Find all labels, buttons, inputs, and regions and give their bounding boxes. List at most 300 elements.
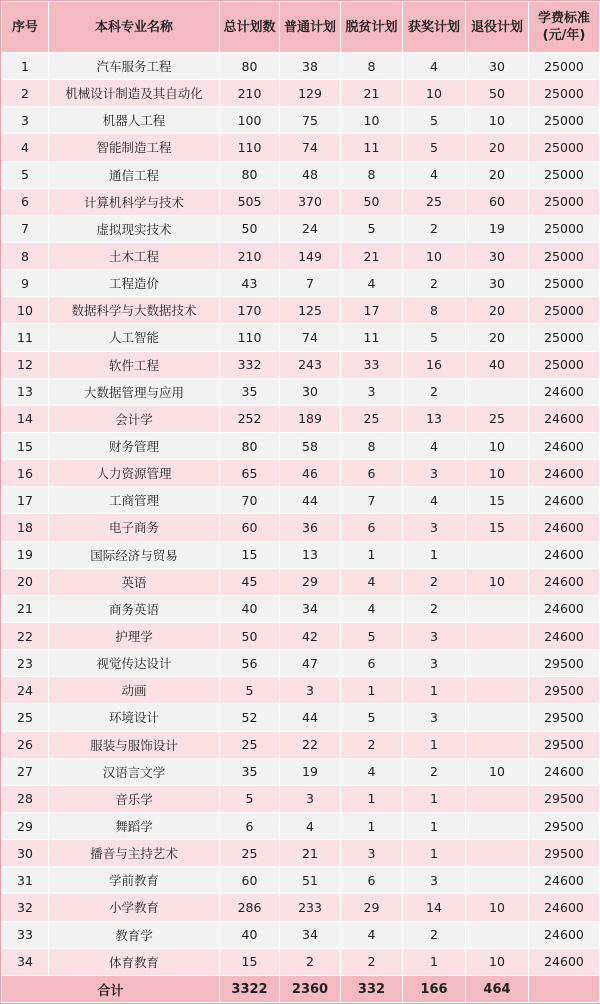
cell-index: 27 <box>2 758 49 785</box>
table-row <box>2 53 600 80</box>
cell-veteran-plan <box>466 840 529 867</box>
cell-index: 2 <box>2 80 49 107</box>
cell-award-plan: 14 <box>403 894 466 921</box>
cell-total-plan: 5 <box>220 677 280 704</box>
cell-award-plan: 5 <box>403 134 466 161</box>
cell-poverty-plan: 7 <box>341 487 403 514</box>
cell-regular-plan: 44 <box>280 487 341 514</box>
cell-regular-plan: 7 <box>280 270 341 297</box>
cell-award-plan: 3 <box>403 650 466 677</box>
total-row <box>2 976 600 1003</box>
cell-poverty-plan: 5 <box>341 215 403 242</box>
cell-major-name: 数据科学与大数据技术 <box>49 297 220 324</box>
cell-regular-plan: 370 <box>280 188 341 215</box>
table-row <box>2 595 600 622</box>
regular-plan-sum: 2360 <box>280 976 341 1003</box>
cell-veteran-plan: 15 <box>466 514 529 541</box>
cell-total-plan: 210 <box>220 242 280 269</box>
table-row <box>2 242 600 269</box>
cell-award-plan: 8 <box>403 297 466 324</box>
cell-award-plan: 1 <box>403 785 466 812</box>
cell-veteran-plan: 30 <box>466 242 529 269</box>
cell-poverty-plan: 21 <box>341 242 403 269</box>
cell-total-plan: 35 <box>220 758 280 785</box>
cell-major-name: 人工智能 <box>49 324 220 351</box>
cell-tuition: 25000 <box>529 215 600 242</box>
cell-regular-plan: 42 <box>280 622 341 649</box>
cell-award-plan: 4 <box>403 53 466 80</box>
cell-major-name: 商务英语 <box>49 595 220 622</box>
cell-total-plan: 25 <box>220 731 280 758</box>
cell-tuition: 25000 <box>529 297 600 324</box>
cell-award-plan: 25 <box>403 188 466 215</box>
cell-poverty-plan: 17 <box>341 297 403 324</box>
cell-poverty-plan: 4 <box>341 568 403 595</box>
cell-veteran-plan <box>466 921 529 948</box>
cell-veteran-plan: 20 <box>466 161 529 188</box>
cell-regular-plan: 19 <box>280 758 341 785</box>
cell-tuition: 24600 <box>529 514 600 541</box>
cell-poverty-plan: 4 <box>341 270 403 297</box>
cell-poverty-plan: 4 <box>341 758 403 785</box>
header-poverty-plan: 脱贫计划 <box>341 2 403 53</box>
cell-total-plan: 80 <box>220 432 280 459</box>
cell-major-name: 大数据管理与应用 <box>49 378 220 405</box>
cell-index: 33 <box>2 921 49 948</box>
cell-index: 29 <box>2 812 49 839</box>
cell-major-name: 播音与主持艺术 <box>49 840 220 867</box>
cell-total-plan: 80 <box>220 53 280 80</box>
cell-award-plan: 1 <box>403 812 466 839</box>
header-total-plan: 总计划数 <box>220 2 280 53</box>
cell-index: 24 <box>2 677 49 704</box>
cell-total-plan: 252 <box>220 405 280 432</box>
cell-index: 34 <box>2 948 49 975</box>
cell-major-name: 机器人工程 <box>49 107 220 134</box>
table-row <box>2 894 600 921</box>
cell-index: 32 <box>2 894 49 921</box>
cell-total-plan: 210 <box>220 80 280 107</box>
header-tuition-line2: (元/年) <box>542 28 586 43</box>
cell-total-plan: 52 <box>220 704 280 731</box>
table-row <box>2 188 600 215</box>
cell-major-name: 智能制造工程 <box>49 134 220 161</box>
cell-poverty-plan: 3 <box>341 378 403 405</box>
cell-major-name: 音乐学 <box>49 785 220 812</box>
cell-veteran-plan <box>466 867 529 894</box>
cell-total-plan: 5 <box>220 785 280 812</box>
cell-regular-plan: 149 <box>280 242 341 269</box>
cell-index: 26 <box>2 731 49 758</box>
cell-major-name: 服装与服饰设计 <box>49 731 220 758</box>
cell-total-plan: 40 <box>220 595 280 622</box>
cell-award-plan: 1 <box>403 840 466 867</box>
cell-tuition: 25000 <box>529 351 600 378</box>
cell-index: 16 <box>2 460 49 487</box>
cell-veteran-plan: 10 <box>466 948 529 975</box>
cell-total-plan: 65 <box>220 460 280 487</box>
cell-poverty-plan: 1 <box>341 785 403 812</box>
cell-regular-plan: 44 <box>280 704 341 731</box>
cell-major-name: 会计学 <box>49 405 220 432</box>
cell-poverty-plan: 50 <box>341 188 403 215</box>
enrollment-plan-table <box>1 1 600 1003</box>
cell-major-name: 小学教育 <box>49 894 220 921</box>
cell-total-plan: 170 <box>220 297 280 324</box>
cell-award-plan: 5 <box>403 324 466 351</box>
table-row <box>2 297 600 324</box>
cell-tuition: 25000 <box>529 270 600 297</box>
cell-index: 25 <box>2 704 49 731</box>
cell-regular-plan: 34 <box>280 595 341 622</box>
cell-index: 5 <box>2 161 49 188</box>
cell-major-name: 动画 <box>49 677 220 704</box>
total-plan-sum: 3322 <box>220 976 280 1003</box>
cell-poverty-plan: 10 <box>341 107 403 134</box>
cell-veteran-plan <box>466 704 529 731</box>
cell-tuition: 24600 <box>529 405 600 432</box>
header-veteran-plan: 退役计划 <box>466 2 529 53</box>
cell-poverty-plan: 1 <box>341 677 403 704</box>
cell-index: 10 <box>2 297 49 324</box>
cell-poverty-plan: 8 <box>341 53 403 80</box>
table-row <box>2 812 600 839</box>
cell-veteran-plan: 20 <box>466 134 529 161</box>
cell-total-plan: 40 <box>220 921 280 948</box>
cell-regular-plan: 29 <box>280 568 341 595</box>
cell-major-name: 工程造价 <box>49 270 220 297</box>
cell-tuition: 25000 <box>529 242 600 269</box>
cell-award-plan: 1 <box>403 731 466 758</box>
cell-tuition: 29500 <box>529 704 600 731</box>
cell-major-name: 软件工程 <box>49 351 220 378</box>
cell-tuition: 29500 <box>529 840 600 867</box>
cell-regular-plan: 243 <box>280 351 341 378</box>
cell-index: 9 <box>2 270 49 297</box>
cell-veteran-plan <box>466 650 529 677</box>
cell-tuition: 24600 <box>529 541 600 568</box>
cell-regular-plan: 74 <box>280 324 341 351</box>
cell-award-plan: 2 <box>403 568 466 595</box>
table-row <box>2 161 600 188</box>
cell-major-name: 虚拟现实技术 <box>49 215 220 242</box>
table-row <box>2 270 600 297</box>
cell-index: 30 <box>2 840 49 867</box>
cell-major-name: 机械设计制造及其自动化 <box>49 80 220 107</box>
award-plan-sum: 166 <box>403 976 466 1003</box>
cell-tuition: 29500 <box>529 677 600 704</box>
cell-tuition: 29500 <box>529 650 600 677</box>
cell-index: 21 <box>2 595 49 622</box>
cell-poverty-plan: 29 <box>341 894 403 921</box>
cell-index: 31 <box>2 867 49 894</box>
cell-poverty-plan: 33 <box>341 351 403 378</box>
cell-total-plan: 332 <box>220 351 280 378</box>
table-row <box>2 677 600 704</box>
cell-poverty-plan: 1 <box>341 812 403 839</box>
cell-regular-plan: 34 <box>280 921 341 948</box>
cell-award-plan: 2 <box>403 378 466 405</box>
cell-major-name: 视觉传达设计 <box>49 650 220 677</box>
header-tuition <box>529 2 600 53</box>
cell-award-plan: 4 <box>403 161 466 188</box>
cell-total-plan: 25 <box>220 840 280 867</box>
cell-tuition: 24600 <box>529 432 600 459</box>
cell-award-plan: 3 <box>403 867 466 894</box>
cell-award-plan: 3 <box>403 704 466 731</box>
cell-major-name: 国际经济与贸易 <box>49 541 220 568</box>
cell-veteran-plan <box>466 622 529 649</box>
cell-major-name: 电子商务 <box>49 514 220 541</box>
cell-tuition: 24600 <box>529 921 600 948</box>
cell-regular-plan: 47 <box>280 650 341 677</box>
cell-regular-plan: 36 <box>280 514 341 541</box>
cell-regular-plan: 125 <box>280 297 341 324</box>
cell-index: 12 <box>2 351 49 378</box>
header-row <box>2 2 600 53</box>
table-row <box>2 758 600 785</box>
table-row <box>2 460 600 487</box>
cell-veteran-plan <box>466 785 529 812</box>
cell-total-plan: 70 <box>220 487 280 514</box>
cell-award-plan: 2 <box>403 270 466 297</box>
table-row <box>2 867 600 894</box>
cell-regular-plan: 75 <box>280 107 341 134</box>
cell-poverty-plan: 6 <box>341 650 403 677</box>
table-row <box>2 107 600 134</box>
total-label: 合计 <box>2 976 220 1003</box>
cell-award-plan: 16 <box>403 351 466 378</box>
cell-award-plan: 2 <box>403 595 466 622</box>
cell-tuition: 24600 <box>529 622 600 649</box>
cell-award-plan: 5 <box>403 107 466 134</box>
cell-total-plan: 6 <box>220 812 280 839</box>
cell-poverty-plan: 8 <box>341 432 403 459</box>
cell-regular-plan: 129 <box>280 80 341 107</box>
table-row <box>2 948 600 975</box>
cell-total-plan: 100 <box>220 107 280 134</box>
cell-poverty-plan: 2 <box>341 948 403 975</box>
cell-regular-plan: 3 <box>280 677 341 704</box>
table-row <box>2 432 600 459</box>
cell-index: 22 <box>2 622 49 649</box>
cell-award-plan: 4 <box>403 487 466 514</box>
cell-award-plan: 1 <box>403 948 466 975</box>
cell-index: 1 <box>2 53 49 80</box>
table-row <box>2 731 600 758</box>
cell-award-plan: 4 <box>403 432 466 459</box>
cell-total-plan: 45 <box>220 568 280 595</box>
cell-total-plan: 50 <box>220 215 280 242</box>
cell-total-plan: 35 <box>220 378 280 405</box>
cell-total-plan: 15 <box>220 541 280 568</box>
cell-total-plan: 110 <box>220 324 280 351</box>
header-index: 序号 <box>2 2 49 53</box>
cell-major-name: 土木工程 <box>49 242 220 269</box>
cell-tuition: 25000 <box>529 188 600 215</box>
cell-index: 11 <box>2 324 49 351</box>
cell-index: 15 <box>2 432 49 459</box>
cell-index: 13 <box>2 378 49 405</box>
cell-regular-plan: 3 <box>280 785 341 812</box>
cell-veteran-plan: 19 <box>466 215 529 242</box>
poverty-plan-sum: 332 <box>341 976 403 1003</box>
cell-tuition: 24600 <box>529 948 600 975</box>
cell-regular-plan: 4 <box>280 812 341 839</box>
cell-poverty-plan: 1 <box>341 541 403 568</box>
cell-award-plan: 13 <box>403 405 466 432</box>
cell-regular-plan: 233 <box>280 894 341 921</box>
cell-poverty-plan: 6 <box>341 514 403 541</box>
cell-major-name: 教育学 <box>49 921 220 948</box>
cell-award-plan: 1 <box>403 677 466 704</box>
cell-veteran-plan <box>466 541 529 568</box>
cell-major-name: 计算机科学与技术 <box>49 188 220 215</box>
cell-veteran-plan: 40 <box>466 351 529 378</box>
cell-regular-plan: 46 <box>280 460 341 487</box>
veteran-plan-sum: 464 <box>466 976 529 1003</box>
cell-index: 14 <box>2 405 49 432</box>
cell-index: 20 <box>2 568 49 595</box>
cell-major-name: 环境设计 <box>49 704 220 731</box>
table-row <box>2 704 600 731</box>
cell-award-plan: 10 <box>403 242 466 269</box>
cell-poverty-plan: 2 <box>341 731 403 758</box>
cell-poverty-plan: 11 <box>341 324 403 351</box>
cell-tuition: 25000 <box>529 80 600 107</box>
cell-veteran-plan: 20 <box>466 324 529 351</box>
cell-poverty-plan: 25 <box>341 405 403 432</box>
cell-tuition: 24600 <box>529 487 600 514</box>
header-regular-plan: 普通计划 <box>280 2 341 53</box>
cell-tuition: 25000 <box>529 134 600 161</box>
cell-total-plan: 50 <box>220 622 280 649</box>
cell-poverty-plan: 6 <box>341 460 403 487</box>
cell-major-name: 汽车服务工程 <box>49 53 220 80</box>
table-row <box>2 80 600 107</box>
cell-poverty-plan: 4 <box>341 921 403 948</box>
header-major-name: 本科专业名称 <box>49 2 220 53</box>
cell-poverty-plan: 21 <box>341 80 403 107</box>
cell-regular-plan: 51 <box>280 867 341 894</box>
cell-award-plan: 1 <box>403 541 466 568</box>
cell-major-name: 财务管理 <box>49 432 220 459</box>
cell-tuition: 24600 <box>529 758 600 785</box>
tuition-sum <box>529 976 600 1003</box>
cell-tuition: 25000 <box>529 53 600 80</box>
cell-veteran-plan <box>466 812 529 839</box>
table-row <box>2 215 600 242</box>
table-row <box>2 785 600 812</box>
cell-total-plan: 56 <box>220 650 280 677</box>
cell-award-plan: 2 <box>403 758 466 785</box>
cell-veteran-plan: 10 <box>466 758 529 785</box>
cell-total-plan: 60 <box>220 867 280 894</box>
cell-regular-plan: 13 <box>280 541 341 568</box>
cell-major-name: 汉语言文学 <box>49 758 220 785</box>
cell-regular-plan: 2 <box>280 948 341 975</box>
cell-veteran-plan: 50 <box>466 80 529 107</box>
table-row <box>2 134 600 161</box>
header-award-plan: 获奖计划 <box>403 2 466 53</box>
cell-index: 17 <box>2 487 49 514</box>
cell-index: 8 <box>2 242 49 269</box>
cell-veteran-plan: 30 <box>466 53 529 80</box>
cell-poverty-plan: 5 <box>341 622 403 649</box>
cell-index: 3 <box>2 107 49 134</box>
table-row <box>2 840 600 867</box>
cell-regular-plan: 74 <box>280 134 341 161</box>
cell-major-name: 护理学 <box>49 622 220 649</box>
cell-tuition: 24600 <box>529 378 600 405</box>
header-tuition-line1: 学费标准 <box>537 11 590 26</box>
table-row <box>2 622 600 649</box>
cell-veteran-plan: 10 <box>466 460 529 487</box>
cell-veteran-plan: 20 <box>466 297 529 324</box>
table-body <box>2 53 600 976</box>
cell-award-plan: 10 <box>403 80 466 107</box>
table-row <box>2 650 600 677</box>
cell-tuition: 24600 <box>529 867 600 894</box>
cell-index: 18 <box>2 514 49 541</box>
cell-regular-plan: 21 <box>280 840 341 867</box>
cell-regular-plan: 22 <box>280 731 341 758</box>
cell-award-plan: 3 <box>403 514 466 541</box>
cell-award-plan: 2 <box>403 215 466 242</box>
table-row <box>2 541 600 568</box>
cell-tuition: 24600 <box>529 568 600 595</box>
cell-major-name: 舞蹈学 <box>49 812 220 839</box>
cell-index: 6 <box>2 188 49 215</box>
cell-tuition: 25000 <box>529 161 600 188</box>
cell-total-plan: 43 <box>220 270 280 297</box>
cell-major-name: 工商管理 <box>49 487 220 514</box>
cell-veteran-plan: 15 <box>466 487 529 514</box>
cell-veteran-plan: 10 <box>466 107 529 134</box>
table-row <box>2 487 600 514</box>
cell-tuition: 29500 <box>529 731 600 758</box>
cell-total-plan: 15 <box>220 948 280 975</box>
cell-veteran-plan: 10 <box>466 894 529 921</box>
cell-tuition: 24600 <box>529 894 600 921</box>
cell-tuition: 24600 <box>529 595 600 622</box>
cell-index: 19 <box>2 541 49 568</box>
cell-index: 28 <box>2 785 49 812</box>
cell-regular-plan: 58 <box>280 432 341 459</box>
table-row <box>2 921 600 948</box>
cell-major-name: 通信工程 <box>49 161 220 188</box>
cell-total-plan: 80 <box>220 161 280 188</box>
cell-poverty-plan: 4 <box>341 595 403 622</box>
cell-tuition: 25000 <box>529 324 600 351</box>
cell-total-plan: 286 <box>220 894 280 921</box>
cell-veteran-plan: 30 <box>466 270 529 297</box>
table-row <box>2 405 600 432</box>
cell-major-name: 英语 <box>49 568 220 595</box>
cell-regular-plan: 48 <box>280 161 341 188</box>
cell-veteran-plan: 60 <box>466 188 529 215</box>
cell-award-plan: 2 <box>403 921 466 948</box>
cell-tuition: 25000 <box>529 107 600 134</box>
cell-veteran-plan <box>466 595 529 622</box>
cell-veteran-plan: 10 <box>466 432 529 459</box>
table-row <box>2 568 600 595</box>
cell-poverty-plan: 5 <box>341 704 403 731</box>
cell-veteran-plan <box>466 731 529 758</box>
cell-veteran-plan: 10 <box>466 568 529 595</box>
table-row <box>2 378 600 405</box>
cell-index: 23 <box>2 650 49 677</box>
